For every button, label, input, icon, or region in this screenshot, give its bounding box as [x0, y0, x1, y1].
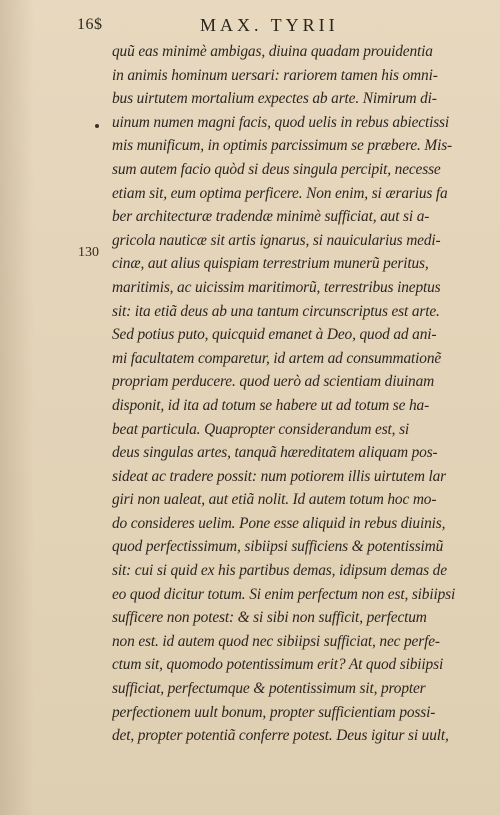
- text-line-9: gricola nauticæ sit artis ignarus, si nauicularius medi-: [112, 231, 441, 249]
- page-gutter-shadow: [0, 0, 34, 815]
- text-line-23: sit: cui si quid ex his partibus demas, idipsum demas de: [112, 562, 447, 580]
- text-line-18: deus singulas artes, tanquã hæreditatem aliquam pos-: [112, 444, 438, 462]
- margin-dot-mark: [95, 124, 99, 128]
- text-line-16: disponit, id ita ad totum se habere ut ad totum se ha-: [112, 396, 430, 414]
- text-line-14: mi facultatem comparetur, id artem ad consummationẽ: [112, 349, 442, 367]
- text-line-20: giri non ualeat, aut etiã nolit. Id autem totum hoc mo-: [112, 491, 437, 509]
- text-line-17: beat particula. Quapropter considerandum est, si: [112, 420, 410, 438]
- margin-line-number: 130: [78, 245, 99, 260]
- running-head: MAX. TYRII: [200, 15, 339, 35]
- text-line-26: non est. id autem quod nec sibiipsi sufficiat, nec perfe-: [112, 632, 440, 650]
- text-line-15: propriam perducere. quod uerò ad scientiam diuinam: [112, 373, 435, 391]
- text-line-6: sum autem facio quòd si deus singula percipit, necesse: [112, 160, 441, 178]
- text-line-27: ctum sit, quomodo potentissimum erit? At quod sibiipsi: [112, 656, 444, 674]
- text-line-2: in animis hominum uersari: rariorem tamen his omni-: [112, 66, 438, 84]
- text-line-5: mis munificum, in optimis parcissimum se præbere. Mis-: [112, 137, 453, 155]
- text-line-30: det, propter potentiã conferre potest. Deus igitur si uult,: [112, 727, 449, 745]
- text-line-10: cinæ, aut alius quispiam terrestrium munerũ peritus,: [112, 255, 429, 273]
- text-line-24: eo quod dicitur totum. Si enim perfectum non est, sibiipsi: [112, 585, 456, 603]
- text-line-3: bus uirtutem mortalium expectes ab arte. Nimirum di-: [112, 90, 437, 108]
- text-line-29: perfectionem uult bonum, propter sufficientiam possi-: [112, 703, 436, 721]
- text-line-12: sit: ita etiã deus ab una tantum circunscriptus est arte.: [112, 302, 440, 320]
- text-line-4: uinum numen magni facis, quod uelis in rebus abiectissi: [112, 113, 450, 131]
- text-line-11: maritimis, ac uicissim maritimorũ, terrestribus ineptus: [112, 278, 441, 296]
- text-line-8: ber architecturæ tradendæ minimè sufficiat, aut si a-: [112, 208, 430, 226]
- page-number: 16$: [77, 16, 103, 33]
- body-text: [112, 40, 468, 748]
- text-line-19: sideat ac tradere possit: num potiorem illis uirtutem lar: [112, 467, 447, 485]
- text-line-22: quod perfectissimum, sibiipsi sufficiens & potentissimũ: [112, 538, 444, 556]
- text-line-1: quũ eas minimè ambigas, diuina quadam prouidentia: [112, 43, 433, 60]
- text-line-28: sufficiat, perfectumque & potentissimum sit, propter: [112, 680, 426, 698]
- text-line-7: etiam sit, eum optima perficere. Non enim, si ærarius fa: [112, 184, 448, 202]
- text-line-13: Sed potius puto, quicquid emanet à Deo, quod ad ani-: [112, 326, 437, 344]
- text-line-21: do consideres uelim. Pone esse aliquid in rebus diuinis,: [112, 514, 446, 532]
- text-line-25: sufficere non potest: & si sibi non sufficit, perfectum: [112, 609, 427, 627]
